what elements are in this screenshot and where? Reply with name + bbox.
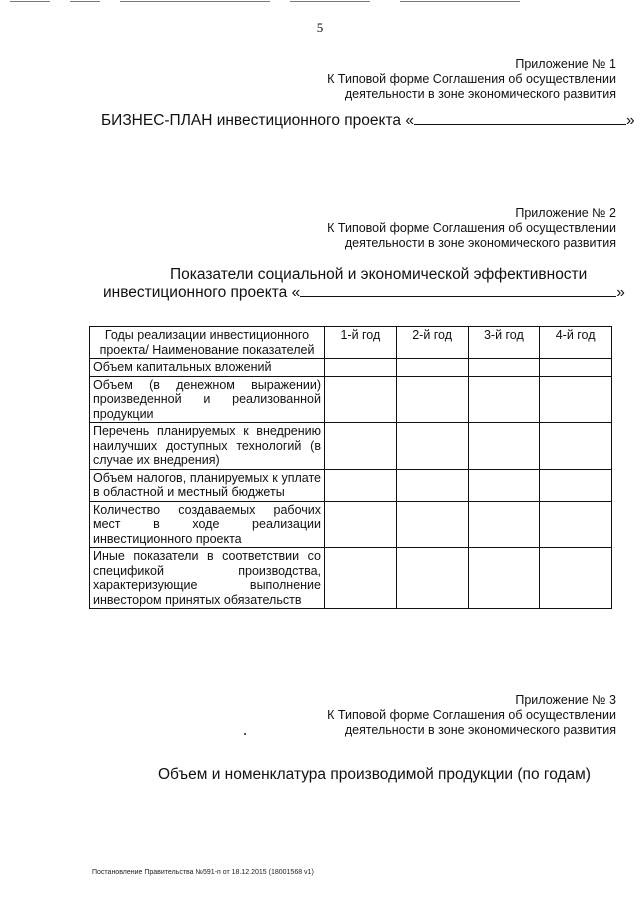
value-cell[interactable] bbox=[325, 359, 397, 377]
document-footer: Постановление Правительства №591-п от 18.12.2015 (18001568 v1) bbox=[92, 869, 314, 876]
value-cell[interactable] bbox=[396, 548, 468, 609]
row-label: Объем налогов, планируемых к уплате в областной и местный бюджеты bbox=[90, 469, 325, 501]
page-number: 5 bbox=[316, 20, 324, 35]
indicators-title-line1: Показатели социальной и экономической эффективности bbox=[170, 266, 588, 283]
table-row bbox=[90, 359, 612, 377]
appendix-2-header bbox=[327, 206, 616, 251]
table-row bbox=[90, 501, 612, 548]
table-row bbox=[90, 376, 612, 423]
appendix-2-line2: деятельности в зоне экономического развития bbox=[344, 236, 616, 250]
appendix-3-header bbox=[327, 693, 616, 738]
indicators-title-suffix: » bbox=[616, 284, 625, 301]
value-cell[interactable] bbox=[396, 501, 468, 548]
appendix-2-line1: К Типовой форме Соглашения об осуществлении bbox=[327, 221, 616, 235]
appendix-2-label: Приложение № 2 bbox=[515, 206, 616, 220]
scan-top-edge bbox=[0, 0, 640, 6]
value-cell[interactable] bbox=[468, 359, 540, 377]
business-plan-prefix: БИЗНЕС-ПЛАН инвестиционного проекта « bbox=[101, 112, 414, 129]
indicators-title-prefix: инвестиционного проекта « bbox=[103, 284, 301, 301]
header-year-4: 4-й год bbox=[540, 327, 612, 359]
appendix-1-line2: деятельности в зоне экономического развития bbox=[344, 87, 616, 101]
header-year-3: 3-й год bbox=[468, 327, 540, 359]
table-header-row bbox=[90, 327, 612, 359]
value-cell[interactable] bbox=[540, 501, 612, 548]
row-label: Перечень планируемых к внедрению наилучших доступных технологий (в случае их внедрения) bbox=[90, 423, 325, 470]
indicators-title-line2 bbox=[103, 284, 625, 302]
value-cell[interactable] bbox=[540, 548, 612, 609]
value-cell[interactable] bbox=[325, 423, 397, 470]
value-cell[interactable] bbox=[468, 376, 540, 423]
value-cell[interactable] bbox=[468, 501, 540, 548]
value-cell[interactable] bbox=[396, 469, 468, 501]
header-year-1: 1-й год bbox=[325, 327, 397, 359]
value-cell[interactable] bbox=[325, 376, 397, 423]
row-label: Объем (в денежном выражении) произведенной и реализованной продукции bbox=[90, 376, 325, 423]
value-cell[interactable] bbox=[540, 359, 612, 377]
business-plan-title bbox=[101, 112, 635, 130]
table-row bbox=[90, 423, 612, 470]
appendix-3-line2: деятельности в зоне экономического развития bbox=[344, 723, 616, 737]
table-row bbox=[90, 548, 612, 609]
row-label: Иные показатели в соответствии со спецификой производства, характеризующие выполнение инвестором принятых обязательств bbox=[90, 548, 325, 609]
table-row bbox=[90, 469, 612, 501]
value-cell[interactable] bbox=[325, 501, 397, 548]
value-cell[interactable] bbox=[396, 423, 468, 470]
production-title: Объем и номенклатура производимой продукции (по годам) bbox=[158, 766, 591, 783]
value-cell[interactable] bbox=[396, 359, 468, 377]
value-cell[interactable] bbox=[325, 548, 397, 609]
value-cell[interactable] bbox=[540, 423, 612, 470]
scan-speck bbox=[244, 733, 246, 735]
value-cell[interactable] bbox=[540, 376, 612, 423]
project-name-blank bbox=[414, 112, 626, 125]
value-cell[interactable] bbox=[468, 423, 540, 470]
appendix-3-line1: К Типовой форме Соглашения об осуществлении bbox=[327, 708, 616, 722]
business-plan-suffix: » bbox=[625, 112, 635, 129]
value-cell[interactable] bbox=[325, 469, 397, 501]
row-label: Объем капитальных вложений bbox=[90, 359, 325, 377]
indicators-project-blank bbox=[300, 284, 616, 297]
appendix-1-label: Приложение № 1 bbox=[515, 57, 616, 71]
value-cell[interactable] bbox=[468, 469, 540, 501]
value-cell[interactable] bbox=[396, 376, 468, 423]
value-cell[interactable] bbox=[540, 469, 612, 501]
appendix-1-header bbox=[327, 57, 616, 102]
appendix-1-line1: К Типовой форме Соглашения об осуществлении bbox=[327, 72, 616, 86]
row-label: Количество создаваемых рабочих мест в ходе реализации инвестиционного проекта bbox=[90, 501, 325, 548]
appendix-3-label: Приложение № 3 bbox=[515, 693, 616, 707]
indicators-table bbox=[89, 326, 612, 609]
value-cell[interactable] bbox=[468, 548, 540, 609]
header-label-cell: Годы реализации инвестиционного проекта/ Наименование показателей bbox=[90, 327, 325, 359]
header-year-2: 2-й год bbox=[396, 327, 468, 359]
